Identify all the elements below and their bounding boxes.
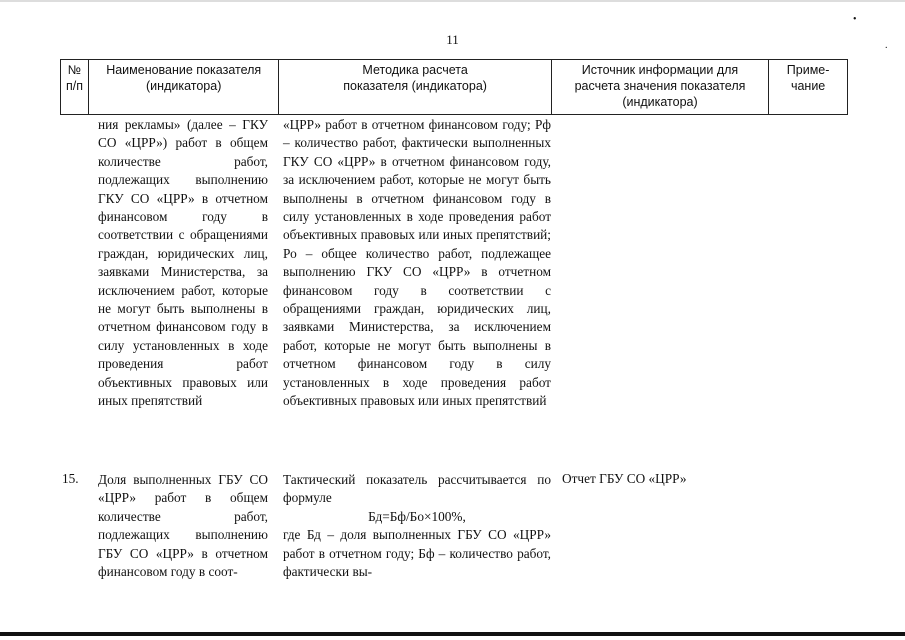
row15-formula: Бд=Бф/Бо×100%, (368, 508, 466, 524)
row-cont-name: ния рекламы» (далее – ГКУ СО «ЦРР») работ в общем количестве работ, подлежащих выполнению ГКУ СО «ЦРР» в отчетном финансовом году в соответствии с обращениями граждан, юридических лиц, заявками Министерства, за исключением работ, которые не могут быть выполнены в отчетном финансовом году в силу установленных в ходе проведения работ объективных правовых или иных препятствий (98, 117, 268, 409)
row-cont-method: «ЦРР» работ в отчетном финансовом году; Рф – количество работ, фактически выполненных ГКУ СО «ЦРР» в отчетном финансовом году, за исключением работ, которые не могут быть выполнены в отчетном финансовом году в силу установленных в ходе проведения работ объективных правовых или иных препятствий; Ро – общее количество работ, подлежащее выполнению ГКУ СО «ЦРР» в отчетном финансовом году в соответствии с обращениями граждан, юридических лиц, заявками Министерства, за исключением работ, которые не могут быть выполнены в отчетном финансовом году в силу установленных в ходе проведения работ объективных правовых или иных препятствий (283, 117, 551, 409)
header-name: Наименование показателя (индикатора) (89, 60, 280, 114)
row15-name: Доля выполненных ГБУ СО «ЦРР» работ в общем количестве работ, подлежащих выполнению ГБУ СО «ЦРР» в отчетном финансовом году в соот- (98, 472, 268, 580)
row15-method-intro: Тактический показатель рассчитывается по формуле (283, 472, 551, 506)
header-note: Приме- чание (786, 63, 830, 93)
header-source: Источник информации для расчета значения показателя (индикатора) (552, 60, 769, 114)
scan-bottom-edge (0, 632, 905, 636)
scan-speck: . (885, 40, 888, 51)
row15-source: Отчет ГБУ СО «ЦРР» (562, 471, 687, 486)
header-num: № п/п (61, 60, 89, 114)
header-method: Методика расчета показателя (индикатора) (279, 60, 551, 114)
table-header (60, 59, 848, 115)
row15-method (283, 471, 551, 581)
page-number: 11 (446, 32, 459, 47)
scan-speck: • (853, 14, 857, 25)
row15-num: 15. (62, 471, 79, 486)
row15-method-rest: где Бд – доля выполненных ГБУ СО «ЦРР» работ в отчетном году; Бф – количество работ, фактически вы- (283, 527, 551, 580)
scan-edge (0, 0, 905, 2)
